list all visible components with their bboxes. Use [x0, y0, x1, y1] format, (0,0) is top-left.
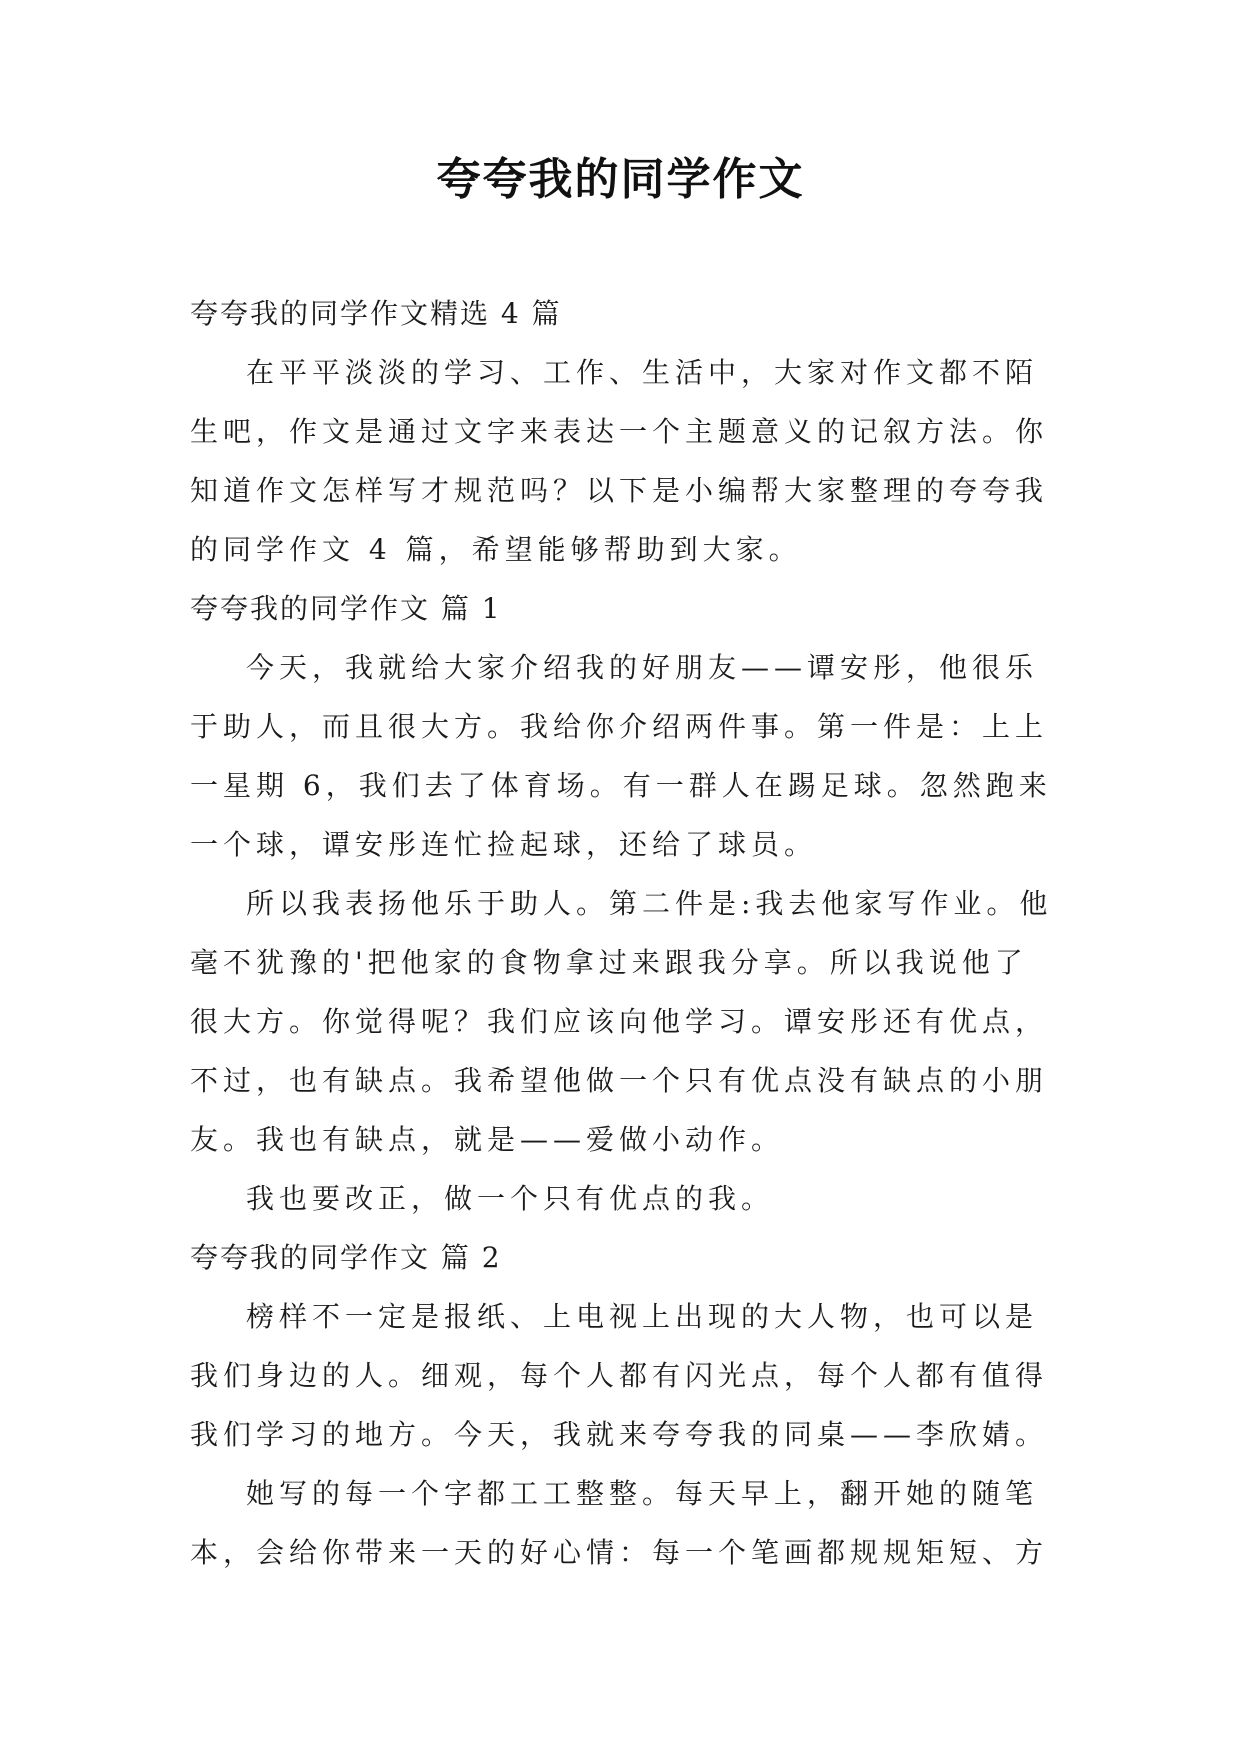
essay-2-heading: 夸夸我的同学作文 篇 2 [190, 1241, 502, 1274]
essay-1-heading: 夸夸我的同学作文 篇 1 [190, 592, 502, 625]
essay-2-paragraph-1: 榜样不一定是报纸、上电视上出现的大人物，也可以是我们身边的人。细观，每个人都有闪光点，每个人都有值得我们学习的地方。今天，我就来夸夸我的同桌——李欣婧。 [190, 1300, 1049, 1451]
essay-1-paragraph-2: 所以我表扬他乐于助人。第二件是:我去他家写作业。他毫不犹豫的'把他家的食物拿过来跟我分享。所以我说他了很大方。你觉得呢？我们应该向他学习。谭安彤还有优点，不过，也有缺点。我希望他做一个只有优点没有缺点的小朋友。我也有缺点，就是——爱做小动作。 [190, 887, 1053, 1156]
essay-1-paragraph-3: 我也要改正，做一个只有优点的我。 [246, 1182, 775, 1215]
essay-1-paragraph-1: 今天，我就给大家介绍我的好朋友——谭安彤，他很乐于助人，而且很大方。我给你介绍两件事。第一件是：上上一星期 6，我们去了体育场。有一群人在踢足球。忽然跑来一个球，谭安彤连忙捡起球，还给了球员。 [190, 651, 1052, 861]
intro-paragraph: 在平平淡淡的学习、工作、生活中，大家对作文都不陌生吧，作文是通过文字来表达一个主题意义的记叙方法。你知道作文怎样写才规范吗？以下是小编帮大家整理的夸夸我的同学作文 4 篇，希望能够帮助到大家。 [190, 356, 1049, 566]
document-body [190, 284, 1060, 1582]
collection-heading: 夸夸我的同学作文精选 4 篇 [190, 297, 562, 330]
essay-2-paragraph-2: 她写的每一个字都工工整整。每天早上，翻开她的随笔本，会给你带来一天的好心情：每一个笔画都规规矩短、方 [190, 1477, 1049, 1569]
document-title: 夸夸我的同学作文 [436, 154, 805, 205]
